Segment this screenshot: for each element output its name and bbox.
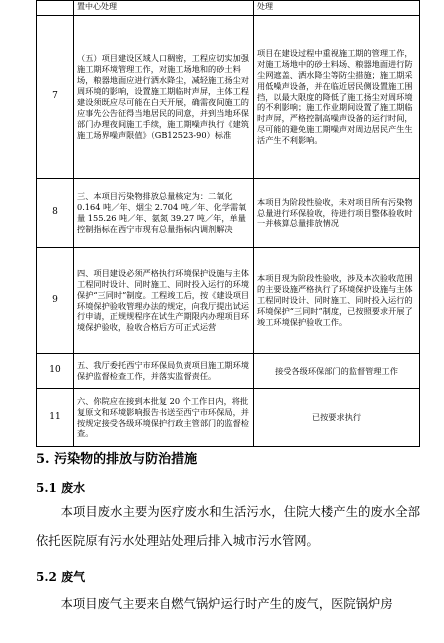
treatment-cell: 本项目为阶段性验收，未对项目所有污染物总量进行环保验收，待进行项目整体验收时一并核算总量排放情况 bbox=[254, 179, 420, 248]
requirements-table bbox=[36, 0, 420, 447]
table-header-row bbox=[37, 1, 420, 16]
requirement-cell: （五）项目建设区域人口稠密，工程应切实加强施工期环境管理工作，对施工场地和的砂土料场，粮器地面应进行洒水降尘，减轻施工扬尘对周环境的影响，设置施工期临时声屏，主体工程建设须既应尽可能在白天开展，确需夜间施工的应事先公告征得当地居民的同意，并到当地环保部门办理夜间施工手续，施工期噪声执行《建筑施工场界噪声限值》（GB12523-90）标准 bbox=[74, 16, 254, 179]
row-number: 11 bbox=[37, 389, 74, 447]
header-cell-requirement: 置中心处理 bbox=[74, 1, 254, 16]
table-row bbox=[37, 354, 420, 389]
subsection-title: 废气 bbox=[61, 570, 86, 584]
section-title: 污染物的排放与防治措施 bbox=[54, 452, 198, 467]
table-row bbox=[37, 248, 420, 354]
subsection-number: 5.1 bbox=[36, 481, 57, 495]
row-number: 8 bbox=[37, 179, 74, 248]
section-number: 5. bbox=[36, 452, 50, 467]
header-cell-treatment: 处理 bbox=[254, 1, 420, 16]
subsection-title: 废水 bbox=[61, 481, 86, 495]
requirement-cell: 六、你院应在接到本批复 20 个工作日内，将批复原文和环境影响报告书送至西宁市环保局，并按规定接受各级环境保护行政主管部门的监督检查。 bbox=[74, 389, 254, 447]
requirement-cell: 三、本项目污染物排放总量核定为：二氧化 0.164 吨／年、烟尘 2.704 吨／年、化学需氧量 155.26 吨／年、氨氮 39.27 吨／年，单量控制指标在西宁市现有总量指标内调剂解决 bbox=[74, 179, 254, 248]
section-heading bbox=[36, 448, 197, 467]
treatment-cell: 项目在建设过程中重视施工期的管理工作，对施工场地中的砂土料场、粮器地面进行防尘网遮盖、洒水降尘等防尘措施；施工期采用低噪声设备，并在临近居民侧设置施工围挡，以最大限度的降低了施工扬尘对周环境的不利影响；施工作业期间设置了施工期临时声屏，严格控制高噪声设备的运行时间，尽可能的避免施工期噪声对周边居民产生生活产生不利影响。 bbox=[254, 16, 420, 179]
treatment-cell: 本项目现为阶段性验收，涉及本次验收范围的主要设施严格执行了环境保护设施与主体工程同时设计、同时施工、同时投入运行的环境保护“三同时”制度，已按照要求开展了竣工环境保护验收工作。 bbox=[254, 248, 420, 354]
row-number: 7 bbox=[37, 16, 74, 179]
subsection-heading-wastewater bbox=[36, 479, 85, 496]
table-row bbox=[37, 179, 420, 248]
header-cell-number bbox=[37, 1, 74, 16]
treatment-cell: 已按要求执行 bbox=[254, 389, 420, 447]
table-row bbox=[37, 16, 420, 179]
table-row bbox=[37, 389, 420, 447]
requirement-cell: 五、我厅委托西宁市环保局负责项目施工期环境保护监督检查工作，并落实监督责任。 bbox=[74, 354, 254, 389]
row-number: 9 bbox=[37, 248, 74, 354]
treatment-cell: 接受各级环保部门的监督管理工作 bbox=[254, 354, 420, 389]
subsection-number: 5.2 bbox=[36, 570, 57, 584]
subsection-heading-exhaust bbox=[36, 568, 85, 585]
exhaust-paragraph: 本项目废气主要来自燃气锅炉运行时产生的废气，医院锅炉房 bbox=[60, 597, 393, 611]
requirement-cell: 四、项目建设必须严格执行环境保护设施与主体工程同时设计、同时施工、同时投入运行的环境保护“三同时”制度。工程竣工后，按《建设项目环境保护验收管理办法的规定，向我厅提出试运行申请，正规规程序在试生产期限内办理项目环境保护验收，验收合格后方可正式运营 bbox=[74, 248, 254, 354]
row-number: 10 bbox=[37, 354, 74, 389]
wastewater-paragraph: 本项目废水主要为医疗废水和生活污水，住院大楼产生的废水全部依托医院原有污水处理站处理后排入城市污水管网。 bbox=[36, 505, 420, 548]
